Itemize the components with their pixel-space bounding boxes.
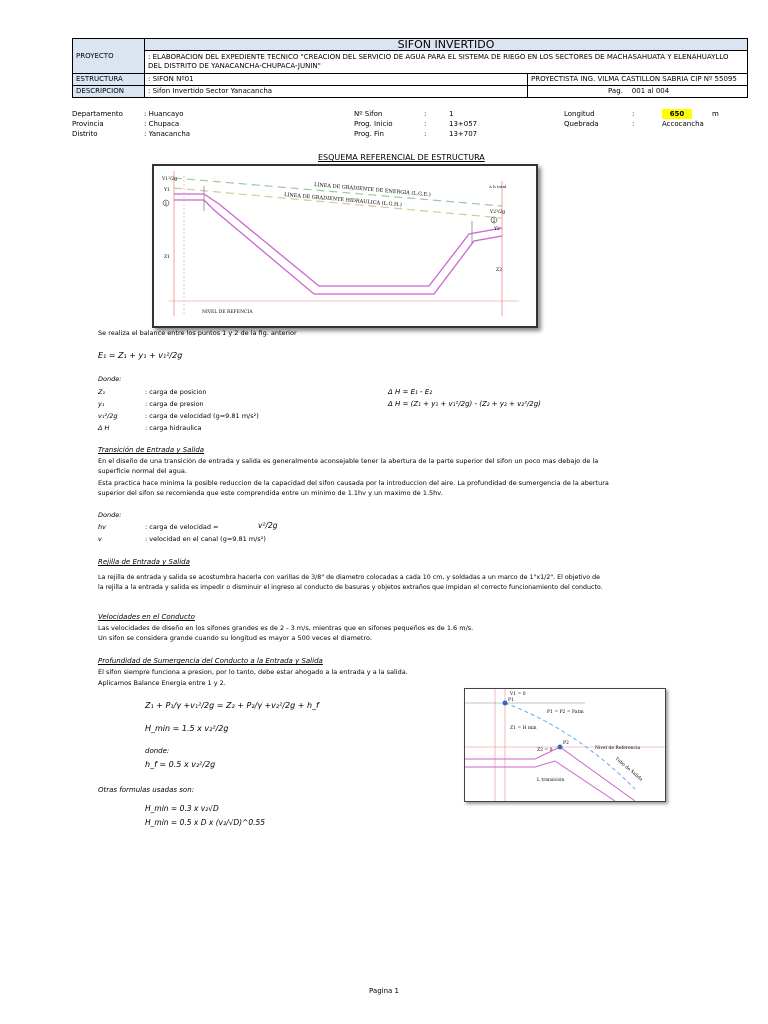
otras-formulas-label: Otras formulas usadas son: <box>98 786 194 794</box>
y1-label: Y1 <box>164 188 170 193</box>
proyecto-text: : ELABORACION DEL EXPEDIENTE TECNICO "CREACION DEL SERVICIO DE AGUA PARA EL SISTEMA DE RIEGO EN LOS SECTORES DE MACHASAHUATA Y ELENAHUAYLLO DEL DISTRITO DE YANACANCHA-CHUPACA-JUNIN" <box>145 51 748 74</box>
descripcion-label: DESCRIPCION <box>73 86 145 98</box>
hydraulic-line-label: LINEA DE GRADIENTE HIDRAULICA (L.G.H.) <box>283 192 403 209</box>
rejilla-line-1: La rejilla de entrada y salida se acostumbra hacerla con varillas de 3/8" de diametro colocadas a cada 10 cm, y soldadas a un marco de 1"x1/2". El objetivo de <box>98 574 600 581</box>
energy-line-label: LINEA DE GRADIENTE DE ENERGIA (L.G.E.) <box>313 182 431 199</box>
submergence-svg <box>465 689 665 801</box>
profundidad-line-2: Aplicamos Balance Energia entre 1 y 2. <box>98 679 226 687</box>
def-y1-text: : carga de presion <box>145 400 204 408</box>
point-p1-marker <box>503 701 508 706</box>
point-p2-marker <box>558 745 563 750</box>
reference-level-label: NIVEL DE REFENCIA <box>202 310 253 315</box>
page-value: 001 al 004 <box>631 87 670 95</box>
z2-label: Z2 = 0 <box>537 748 553 753</box>
equation-hf: h_f = 0.5 x v₂²/2g <box>145 760 216 769</box>
sifon-label: Nº Sifon <box>354 110 383 118</box>
proyectista: PROYECTISTA ING. VILMA CASTILLON SABRIA CIP Nº 55095 <box>528 74 748 86</box>
def-z1-text: : carga de posicion <box>145 388 207 396</box>
def-z1-symbol: Z₁ <box>98 388 106 396</box>
departamento-label: Departamento <box>72 110 123 118</box>
equation-other-2: H_min = 0.5 x D x (v₂/√D)^0.55 <box>145 818 266 827</box>
donde3-label: donde: <box>145 747 170 755</box>
sifon-colon: : <box>424 110 427 118</box>
document-title: SIFON INVERTIDO <box>145 39 748 51</box>
schema-title: ESQUEMA REFERENCIAL DE ESTRUCTURA <box>318 153 485 162</box>
reference-level-label: Nivel de Referencia <box>595 746 641 751</box>
profundidad-line-1: El sifon siempre funciona a presion, por lo tanto, debe estar ahogado a la entrada y a la salida. <box>98 668 408 676</box>
point-1-label: 1 <box>164 202 168 207</box>
longitud-value: 650 <box>662 109 692 119</box>
heading-rejilla: Rejilla de Entrada y Salida <box>98 558 190 566</box>
p1-equation-label: P1 = P2 = Patm <box>547 710 584 715</box>
location-info <box>72 109 747 139</box>
def-hv-equation: v²/2g <box>258 521 278 530</box>
header-table <box>72 38 748 98</box>
submergence-figure <box>464 688 666 802</box>
def-v-text: : velocidad en el canal (g=9.81 m/s²) <box>145 535 266 543</box>
point-2-label: 2 <box>492 219 496 224</box>
z1-label: Z1 <box>164 255 170 260</box>
provincia-value: : Chupaca <box>144 120 180 128</box>
fin-colon: : <box>424 130 427 138</box>
hydraulic-gradient-line <box>174 188 502 218</box>
delta-h-label: Δ h total <box>489 184 507 189</box>
z1-label: Z1 = H min <box>510 726 537 731</box>
equation-balance: Z₁ + P₁/γ +v₁²/2g = Z₂ + P₂/γ +v₂²/2g + h_f <box>145 701 319 710</box>
heading-velocidades: Velocidades en el Conducto <box>98 613 195 621</box>
p1-label: P1 <box>508 698 514 703</box>
def-hv-symbol: hv <box>98 523 106 531</box>
longitud-label: Longitud <box>564 110 595 118</box>
proyecto-label: PROYECTO <box>73 39 145 74</box>
fin-label: Prog. Fin <box>354 130 384 138</box>
descripcion-value: : Sifon Invertido Sector Yanacancha <box>145 86 528 98</box>
velocidades-line-1: Las velocidades de diseño en los sifones grandes es de 2 - 3 m/s, mientras que en sifones pequeños es de 1.6 m/s. <box>98 624 474 632</box>
estructura-label: ESTRUCTURA <box>73 74 145 86</box>
def-v1-text: : carga de velocidad (g=9.81 m/s²) <box>145 412 259 420</box>
inicio-colon: : <box>424 120 427 128</box>
estructura-value: : SIFON Nº01 <box>145 74 528 86</box>
def-v-symbol: v <box>98 535 102 543</box>
equation-other-1: H_min = 0.3 x v₂√D <box>145 804 219 813</box>
sifon-value: 1 <box>449 110 454 118</box>
equation-e1: E₁ = Z₁ + y₁ + v₁²/2g <box>98 351 183 360</box>
z2-label: Z2 <box>496 268 502 273</box>
heading-transicion: Transición de Entrada y Salida <box>98 446 205 454</box>
inicio-label: Prog. Inicio <box>354 120 393 128</box>
v1-label: V1²/2g <box>162 177 178 182</box>
v2-label: V2²/2g <box>490 210 506 215</box>
transition-label: L transición <box>537 778 565 783</box>
velocidades-line-2: Un sifon se considera grande cuando su longitud es mayor a 500 veces el diametro. <box>98 634 372 642</box>
v1-label: V1 = 0 <box>510 692 526 697</box>
transicion-line-2: superficie normal del agua. <box>98 467 187 475</box>
longitud-colon: : <box>632 110 635 118</box>
def-dh-symbol: Δ H <box>98 424 110 432</box>
y2-label: Y2 <box>494 227 500 232</box>
siphon-profile-svg <box>154 166 536 326</box>
distrito-label: Distrito <box>72 130 98 138</box>
equation-hmin: H_min = 1.5 x v₂²/2g <box>145 724 229 733</box>
transicion-line-4: superior del sifon se recomienda que este comprendida entre un minimo de 1.1hv y un maximo de 1.5hv. <box>98 489 443 497</box>
intro-text: Se realiza el balance entre los puntos 1 y 2 de la fig. anterior <box>98 329 297 337</box>
inicio-value: 13+057 <box>449 120 478 128</box>
p2-label: P2 <box>563 741 569 746</box>
rejilla-line-2: la rejilla a la entrada y salida es impedir o disminuir el ingreso al conducto de basuras y objetos extraños que impidan el correcto funcionamiento del conducto. <box>98 584 603 591</box>
distrito-value: : Yanacancha <box>144 130 191 138</box>
quebrada-value: Accocancha <box>662 120 704 128</box>
fin-value: 13+707 <box>449 130 478 138</box>
longitud-unit: m <box>712 110 719 118</box>
transicion-line-3: Esta practica hace minima la posible reduccion de la capacidad del sifon causada por la introduccion del aire. La profundidad de sumergencia de la abertura <box>98 479 609 487</box>
def-hv-text: : carga de velocidad = <box>145 523 219 531</box>
def-v1-symbol: v₁²/2g <box>98 412 118 420</box>
page-range <box>528 86 748 98</box>
heading-profundidad: Profundidad de Sumergencia del Conducto a la Entrada y Salida <box>98 657 323 665</box>
departamento-value: : Huancayo <box>144 110 184 118</box>
equation-dh2: Δ H = (Z₁ + y₁ + v₁²/2g) - (Z₂ + y₂ + v₂²/2g) <box>388 400 541 408</box>
def-y1-symbol: y₁ <box>98 400 105 408</box>
transicion-line-1: En el diseño de una transición de entrada y salida es generalmente aconsejable tener la abertura de la parte superior del sifon un poco mas debajo de la <box>98 457 599 465</box>
quebrada-colon: : <box>632 120 635 128</box>
quebrada-label: Quebrada <box>564 120 599 128</box>
donde-label: Donde: <box>98 375 122 383</box>
provincia-label: Provincia <box>72 120 104 128</box>
page-label: Pag. <box>608 87 623 95</box>
outlet-pipe-label: Tubo de Salida <box>613 756 644 783</box>
siphon-top-line <box>174 194 502 286</box>
pipe-top-line <box>465 747 635 801</box>
siphon-profile-figure <box>152 164 538 328</box>
equation-dh1: Δ H = E₁ - E₂ <box>388 388 433 396</box>
donde2-label: Donde: <box>98 511 122 519</box>
page-footer: Pagina 1 <box>369 987 399 995</box>
def-dh-text: : carga hidraulica <box>145 424 202 432</box>
